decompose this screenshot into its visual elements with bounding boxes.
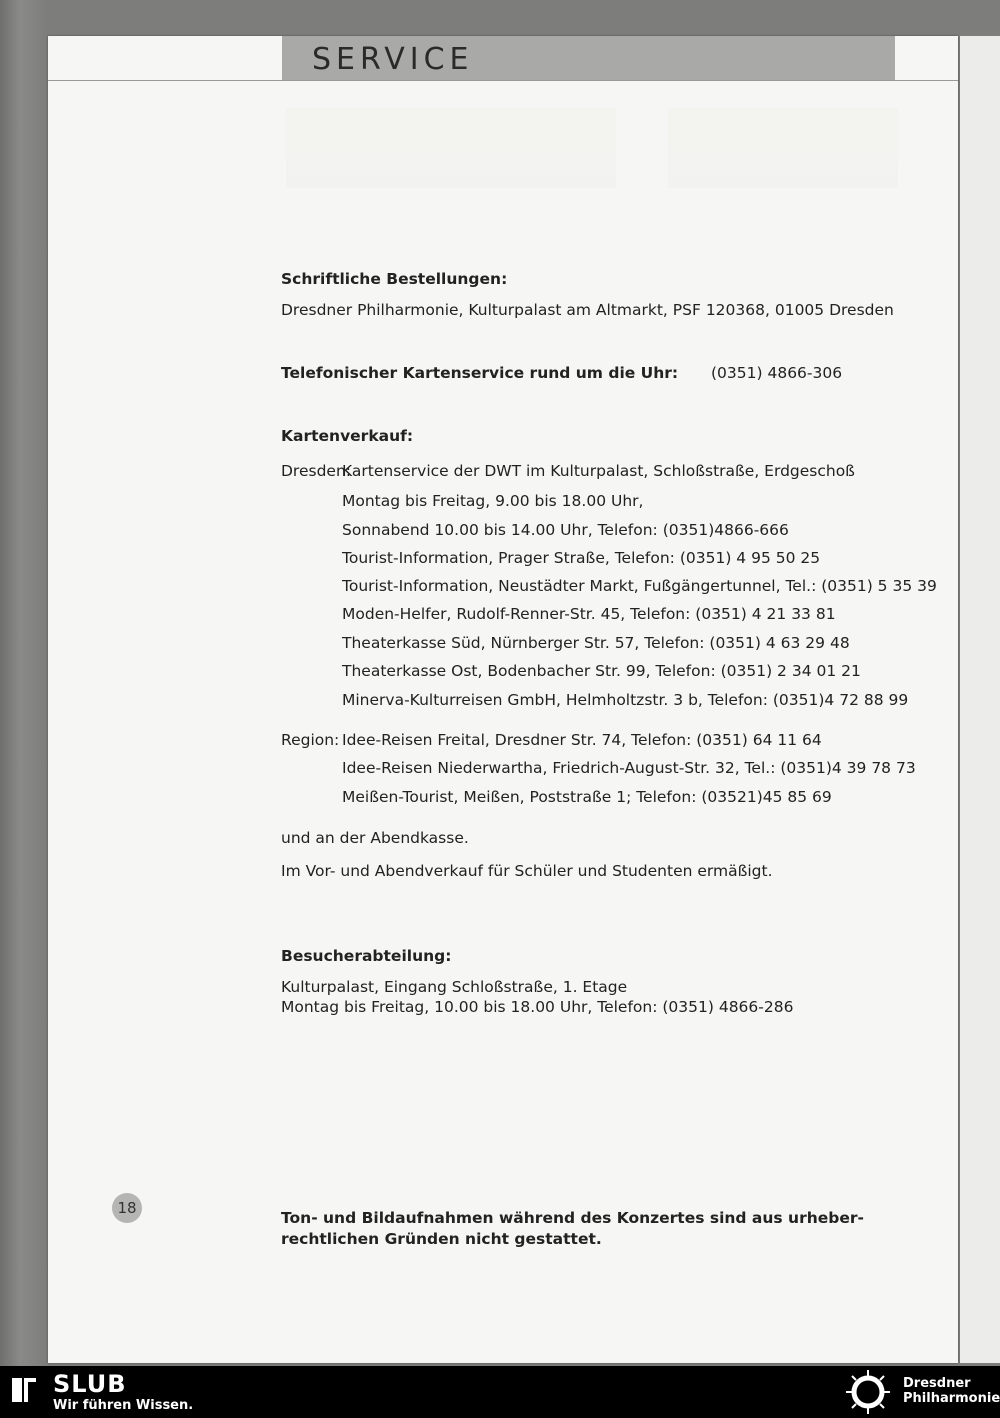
dresden-line: Montag bis Freitag, 9.00 bis 18.00 Uhr, [342,492,644,510]
document-page [48,36,958,1363]
section-heading-orders: Schriftliche Bestellungen: [281,270,508,288]
philharmonie-logo-icon [842,1368,894,1416]
orchestra-name-line: Dresdner [903,1376,971,1391]
evening-box-office-note: und an der Abendkasse. [281,829,469,847]
section-heading-phone-service: Telefonischer Kartenservice rund um die Uhr: [281,364,679,382]
show-through-shadow [668,108,898,188]
orders-address: Dresdner Philharmonie, Kulturpalast am Altmarkt, PSF 120368, 01005 Dresden [281,301,894,319]
dresden-line: Tourist-Information, Prager Straße, Telefon: (0351) 4 95 50 25 [342,549,821,567]
section-heading-ticket-sales: Kartenverkauf: [281,427,414,445]
footer-bar [0,1366,1000,1418]
visitor-dept-hours: Montag bis Freitag, 10.00 bis 18.00 Uhr, Telefon: (0351) 4866-286 [281,998,794,1016]
phone-service-number: (0351) 4866-306 [711,364,843,382]
recording-notice: Ton- und Bildaufnahmen während des Konzertes sind aus urheber- [281,1209,864,1227]
region-line: Meißen-Tourist, Meißen, Poststraße 1; Telefon: (03521)45 85 69 [342,788,832,806]
region-line: Idee-Reisen Niederwartha, Friedrich-August-Str. 32, Tel.: (0351)4 39 78 73 [342,759,916,777]
section-heading-visitor-dept: Besucherabteilung: [281,947,452,965]
recording-notice: rechtlichen Gründen nicht gestattet. [281,1230,602,1248]
dresden-line: Moden-Helfer, Rudolf-Renner-Str. 45, Telefon: (0351) 4 21 33 81 [342,605,836,623]
dresden-line: Tourist-Information, Neustädter Markt, Fußgängertunnel, Tel.: (0351) 5 35 39 [342,577,937,595]
dresden-line: Minerva-Kulturreisen GmbH, Helmholtzstr. 3 b, Telefon: (0351)4 72 88 99 [342,691,909,709]
dresden-line: Theaterkasse Süd, Nürnberger Str. 57, Telefon: (0351) 4 63 29 48 [342,634,850,652]
header-band [282,36,895,80]
dresden-label: Dresden: [281,462,351,480]
orchestra-name [903,1376,1000,1406]
page-title: SERVICE [312,42,474,77]
visitor-dept-location: Kulturpalast, Eingang Schloßstraße, 1. Etage [281,978,628,996]
dresden-line: Sonnabend 10.00 bis 14.00 Uhr, Telefon: (0351)4866-666 [342,521,789,539]
slub-logo-icon [10,1374,38,1406]
library-name: SLUB [53,1370,127,1398]
orchestra-name-line: Philharmonie [903,1391,1000,1406]
dresden-line: Theaterkasse Ost, Bodenbacher Str. 99, Telefon: (0351) 2 34 01 21 [342,662,861,680]
dresden-line: Kartenservice der DWT im Kulturpalast, Schloßstraße, Erdgeschoß [342,462,855,480]
library-tagline: Wir führen Wissen. [53,1398,194,1413]
page-number: 18 [112,1193,142,1223]
header-rule [48,80,958,81]
facing-page-edge [960,36,1000,1363]
region-label: Region: [281,731,340,749]
region-line: Idee-Reisen Freital, Dresdner Str. 74, Telefon: (0351) 64 11 64 [342,731,822,749]
show-through-shadow [286,108,616,188]
discount-note: Im Vor- und Abendverkauf für Schüler und Studenten ermäßigt. [281,862,773,880]
